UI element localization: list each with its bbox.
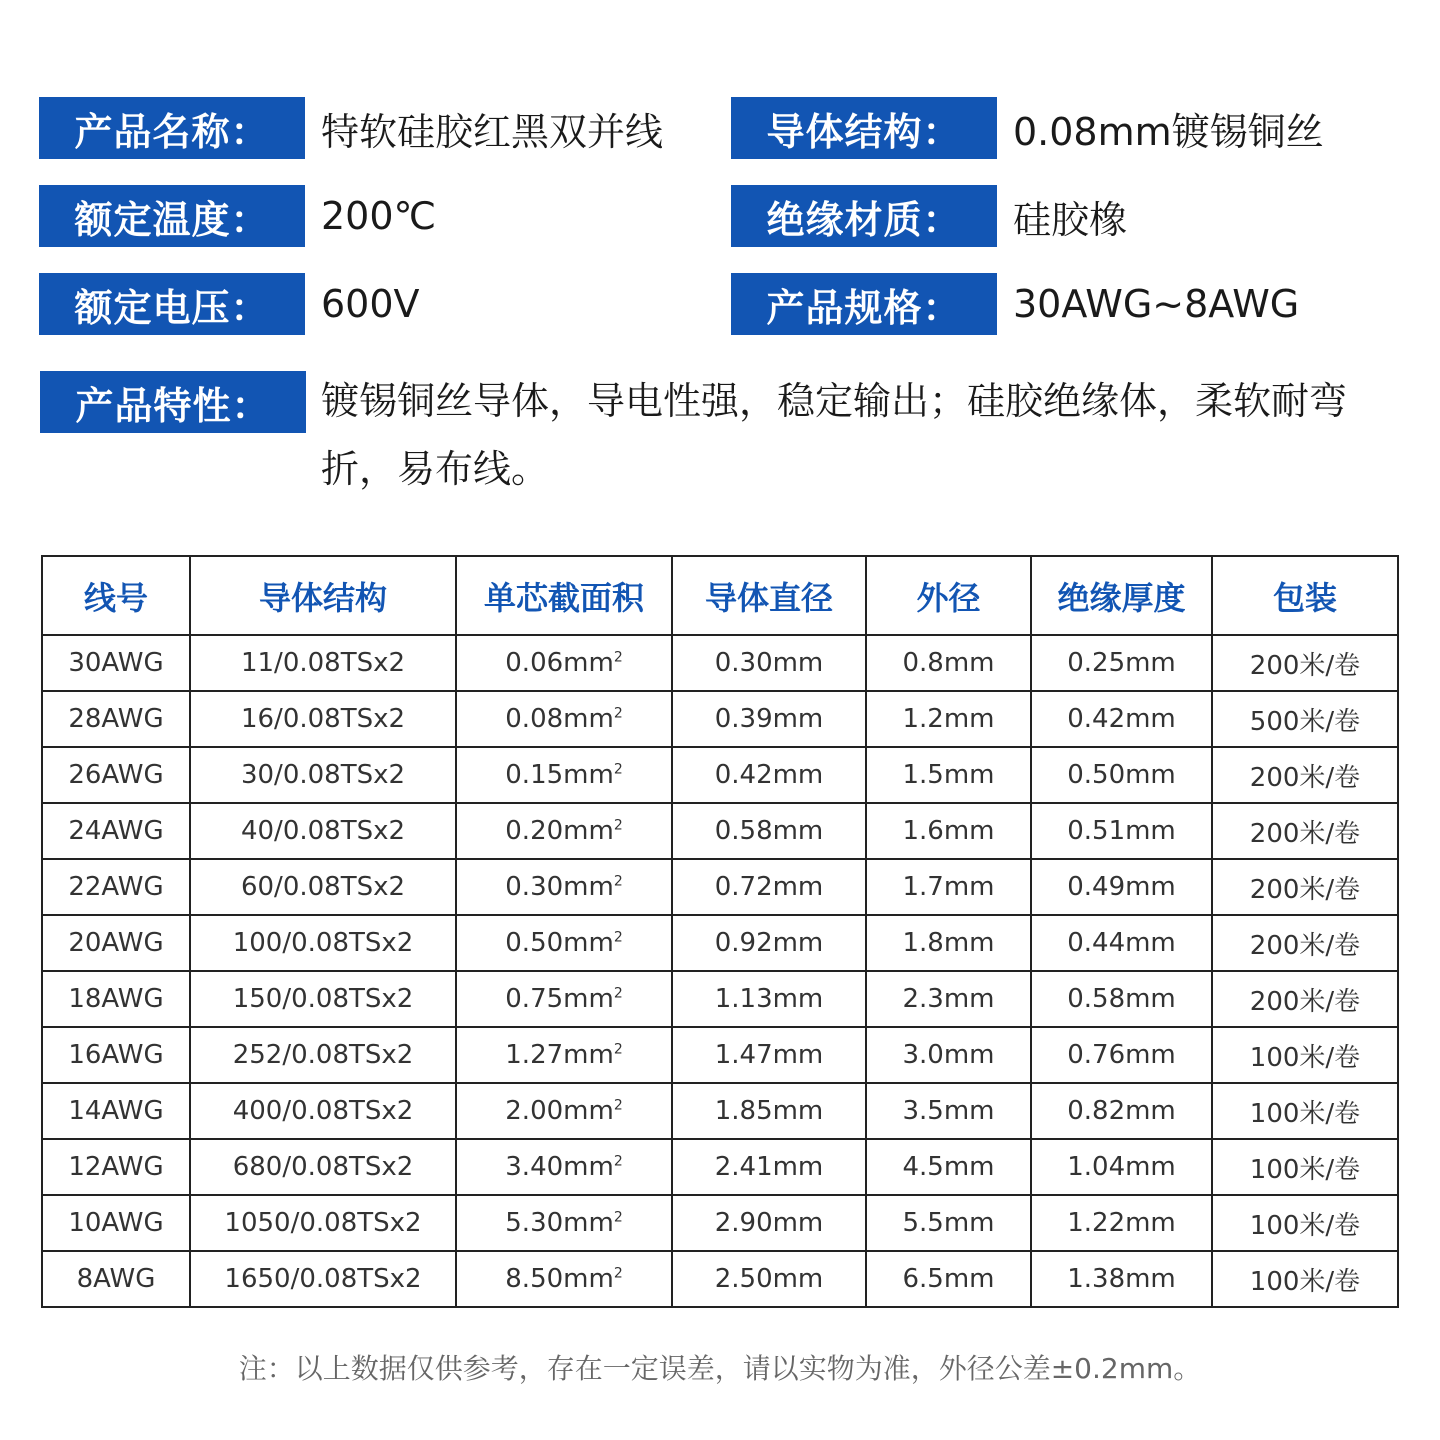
cell-thickness: 0.42mm [1031, 691, 1212, 747]
area-value: 5.30mm [505, 1208, 614, 1238]
cell-structure: 1650/0.08TSx2 [190, 1251, 456, 1307]
product-spec-label: 产品规格： [731, 273, 997, 335]
cell-gauge: 26AWG [42, 747, 190, 803]
cell-area [456, 915, 672, 971]
table-row [42, 691, 1398, 747]
area-unit-superscript: 2 [613, 761, 623, 778]
area-unit-superscript: 2 [613, 649, 623, 666]
area-unit-superscript: 2 [613, 817, 623, 834]
cell-gauge: 16AWG [42, 1027, 190, 1083]
cell-diameter: 1.47mm [672, 1027, 866, 1083]
table-row [42, 747, 1398, 803]
header-outer-diameter: 外径 [866, 556, 1031, 635]
cell-diameter: 0.39mm [672, 691, 866, 747]
rated-temp-value: 200℃ [321, 194, 437, 238]
rated-temp-label: 额定温度： [39, 185, 305, 247]
header-area: 单芯截面积 [456, 556, 672, 635]
product-name-value: 特软硅胶红黑双并线 [321, 109, 664, 154]
rated-voltage-value: 600V [321, 282, 420, 326]
spec-row-product-spec [731, 273, 1299, 335]
header-packaging: 包装 [1212, 556, 1398, 635]
cell-od: 5.5mm [866, 1195, 1031, 1251]
cell-structure: 100/0.08TSx2 [190, 915, 456, 971]
cell-od: 2.3mm [866, 971, 1031, 1027]
table-row [42, 1083, 1398, 1139]
cell-area [456, 1083, 672, 1139]
cell-pack: 500米/卷 [1212, 691, 1398, 747]
area-value: 3.40mm [505, 1152, 614, 1182]
area-value: 2.00mm [505, 1096, 614, 1126]
area-unit-superscript: 2 [613, 705, 623, 722]
cell-gauge: 24AWG [42, 803, 190, 859]
table-row [42, 1027, 1398, 1083]
table-row [42, 1251, 1398, 1307]
area-unit-superscript: 2 [613, 1041, 623, 1058]
cell-diameter: 2.50mm [672, 1251, 866, 1307]
cell-diameter: 2.90mm [672, 1195, 866, 1251]
spec-row-rated-temp [39, 185, 436, 247]
area-unit-superscript: 2 [613, 1209, 623, 1226]
cell-area [456, 1195, 672, 1251]
header-structure: 导体结构 [190, 556, 456, 635]
cell-pack: 200米/卷 [1212, 803, 1398, 859]
insulation-material-label: 绝缘材质： [731, 185, 997, 247]
disclaimer-note: 注：以上数据仅供参考，存在一定误差，请以实物为准，外径公差±0.2mm。 [238, 1352, 1202, 1385]
cell-gauge: 10AWG [42, 1195, 190, 1251]
cell-pack: 100米/卷 [1212, 1139, 1398, 1195]
cell-thickness: 0.51mm [1031, 803, 1212, 859]
conductor-structure-label: 导体结构： [731, 97, 997, 159]
spec-row-rated-voltage [39, 273, 420, 335]
cell-diameter: 0.58mm [672, 803, 866, 859]
cell-od: 1.5mm [866, 747, 1031, 803]
conductor-structure-value: 0.08mm镀锡铜丝 [1013, 109, 1324, 154]
cell-thickness: 1.22mm [1031, 1195, 1212, 1251]
cell-thickness: 1.04mm [1031, 1139, 1212, 1195]
cell-thickness: 0.49mm [1031, 859, 1212, 915]
cell-thickness: 0.58mm [1031, 971, 1212, 1027]
table-row [42, 971, 1398, 1027]
area-value: 1.27mm [505, 1040, 614, 1070]
cell-diameter: 2.41mm [672, 1139, 866, 1195]
area-unit-superscript: 2 [613, 1097, 623, 1114]
spec-table [41, 555, 1399, 1308]
cell-od: 1.8mm [866, 915, 1031, 971]
cell-thickness: 0.25mm [1031, 635, 1212, 691]
cell-gauge: 20AWG [42, 915, 190, 971]
area-unit-superscript: 2 [613, 1153, 623, 1170]
spec-row-insulation [731, 185, 1127, 247]
cell-structure: 11/0.08TSx2 [190, 635, 456, 691]
cell-od: 3.5mm [866, 1083, 1031, 1139]
table-row [42, 635, 1398, 691]
cell-area [456, 803, 672, 859]
cell-pack: 200米/卷 [1212, 971, 1398, 1027]
cell-od: 1.6mm [866, 803, 1031, 859]
cell-gauge: 14AWG [42, 1083, 190, 1139]
cell-area [456, 635, 672, 691]
cell-pack: 200米/卷 [1212, 635, 1398, 691]
cell-area [456, 1139, 672, 1195]
cell-structure: 60/0.08TSx2 [190, 859, 456, 915]
table-row [42, 915, 1398, 971]
product-spec-value: 30AWG~8AWG [1013, 282, 1300, 326]
cell-structure: 252/0.08TSx2 [190, 1027, 456, 1083]
cell-pack: 200米/卷 [1212, 859, 1398, 915]
cell-area [456, 1251, 672, 1307]
cell-thickness: 0.50mm [1031, 747, 1212, 803]
cell-diameter: 0.72mm [672, 859, 866, 915]
table-header-row [42, 556, 1398, 635]
area-unit-superscript: 2 [613, 873, 623, 890]
cell-diameter: 1.85mm [672, 1083, 866, 1139]
cell-structure: 16/0.08TSx2 [190, 691, 456, 747]
table-row [42, 1195, 1398, 1251]
cell-thickness: 0.82mm [1031, 1083, 1212, 1139]
cell-structure: 30/0.08TSx2 [190, 747, 456, 803]
spec-row-conductor [731, 97, 1324, 159]
spec-row-product-name [39, 97, 663, 159]
spec-table-container [41, 555, 1399, 1308]
area-unit-superscript: 2 [613, 985, 623, 1002]
product-features-value: 镀锡铜丝导体，导电性强，稳定输出；硅胶绝缘体，柔软耐弯折，易布线。 [321, 379, 1348, 491]
cell-structure: 150/0.08TSx2 [190, 971, 456, 1027]
cell-gauge: 30AWG [42, 635, 190, 691]
cell-diameter: 0.30mm [672, 635, 866, 691]
cell-pack: 200米/卷 [1212, 747, 1398, 803]
cell-od: 1.7mm [866, 859, 1031, 915]
cell-od: 4.5mm [866, 1139, 1031, 1195]
area-unit-superscript: 2 [613, 1265, 623, 1282]
product-name-label: 产品名称： [39, 97, 305, 159]
table-row [42, 803, 1398, 859]
area-unit-superscript: 2 [613, 929, 623, 946]
cell-structure: 400/0.08TSx2 [190, 1083, 456, 1139]
cell-pack: 100米/卷 [1212, 1027, 1398, 1083]
cell-area [456, 691, 672, 747]
cell-gauge: 22AWG [42, 859, 190, 915]
table-row [42, 1139, 1398, 1195]
area-value: 0.08mm [505, 704, 614, 734]
cell-diameter: 0.92mm [672, 915, 866, 971]
cell-area [456, 1027, 672, 1083]
cell-area [456, 971, 672, 1027]
area-value: 0.75mm [505, 984, 614, 1014]
cell-gauge: 12AWG [42, 1139, 190, 1195]
cell-thickness: 0.76mm [1031, 1027, 1212, 1083]
cell-thickness: 1.38mm [1031, 1251, 1212, 1307]
cell-gauge: 8AWG [42, 1251, 190, 1307]
area-value: 0.30mm [505, 872, 614, 902]
cell-pack: 100米/卷 [1212, 1083, 1398, 1139]
area-value: 0.20mm [505, 816, 614, 846]
cell-diameter: 0.42mm [672, 747, 866, 803]
cell-gauge: 18AWG [42, 971, 190, 1027]
cell-diameter: 1.13mm [672, 971, 866, 1027]
area-value: 0.15mm [505, 760, 614, 790]
header-gauge: 线号 [42, 556, 190, 635]
cell-area [456, 859, 672, 915]
cell-pack: 100米/卷 [1212, 1195, 1398, 1251]
cell-pack: 100米/卷 [1212, 1251, 1398, 1307]
area-value: 0.06mm [505, 648, 614, 678]
cell-area [456, 747, 672, 803]
cell-pack: 200米/卷 [1212, 915, 1398, 971]
table-row [42, 859, 1398, 915]
insulation-material-value: 硅胶橡 [1013, 197, 1128, 242]
rated-voltage-label: 额定电压： [39, 273, 305, 335]
cell-thickness: 0.44mm [1031, 915, 1212, 971]
cell-od: 1.2mm [866, 691, 1031, 747]
area-value: 8.50mm [505, 1264, 614, 1294]
cell-od: 6.5mm [866, 1251, 1031, 1307]
cell-structure: 40/0.08TSx2 [190, 803, 456, 859]
area-value: 0.50mm [505, 928, 614, 958]
cell-od: 0.8mm [866, 635, 1031, 691]
header-diameter: 导体直径 [672, 556, 866, 635]
cell-structure: 1050/0.08TSx2 [190, 1195, 456, 1251]
product-features-label: 产品特性： [40, 371, 306, 433]
header-insulation-thickness: 绝缘厚度 [1031, 556, 1212, 635]
cell-gauge: 28AWG [42, 691, 190, 747]
cell-structure: 680/0.08TSx2 [190, 1139, 456, 1195]
cell-od: 3.0mm [866, 1027, 1031, 1083]
table-body [42, 635, 1398, 1307]
